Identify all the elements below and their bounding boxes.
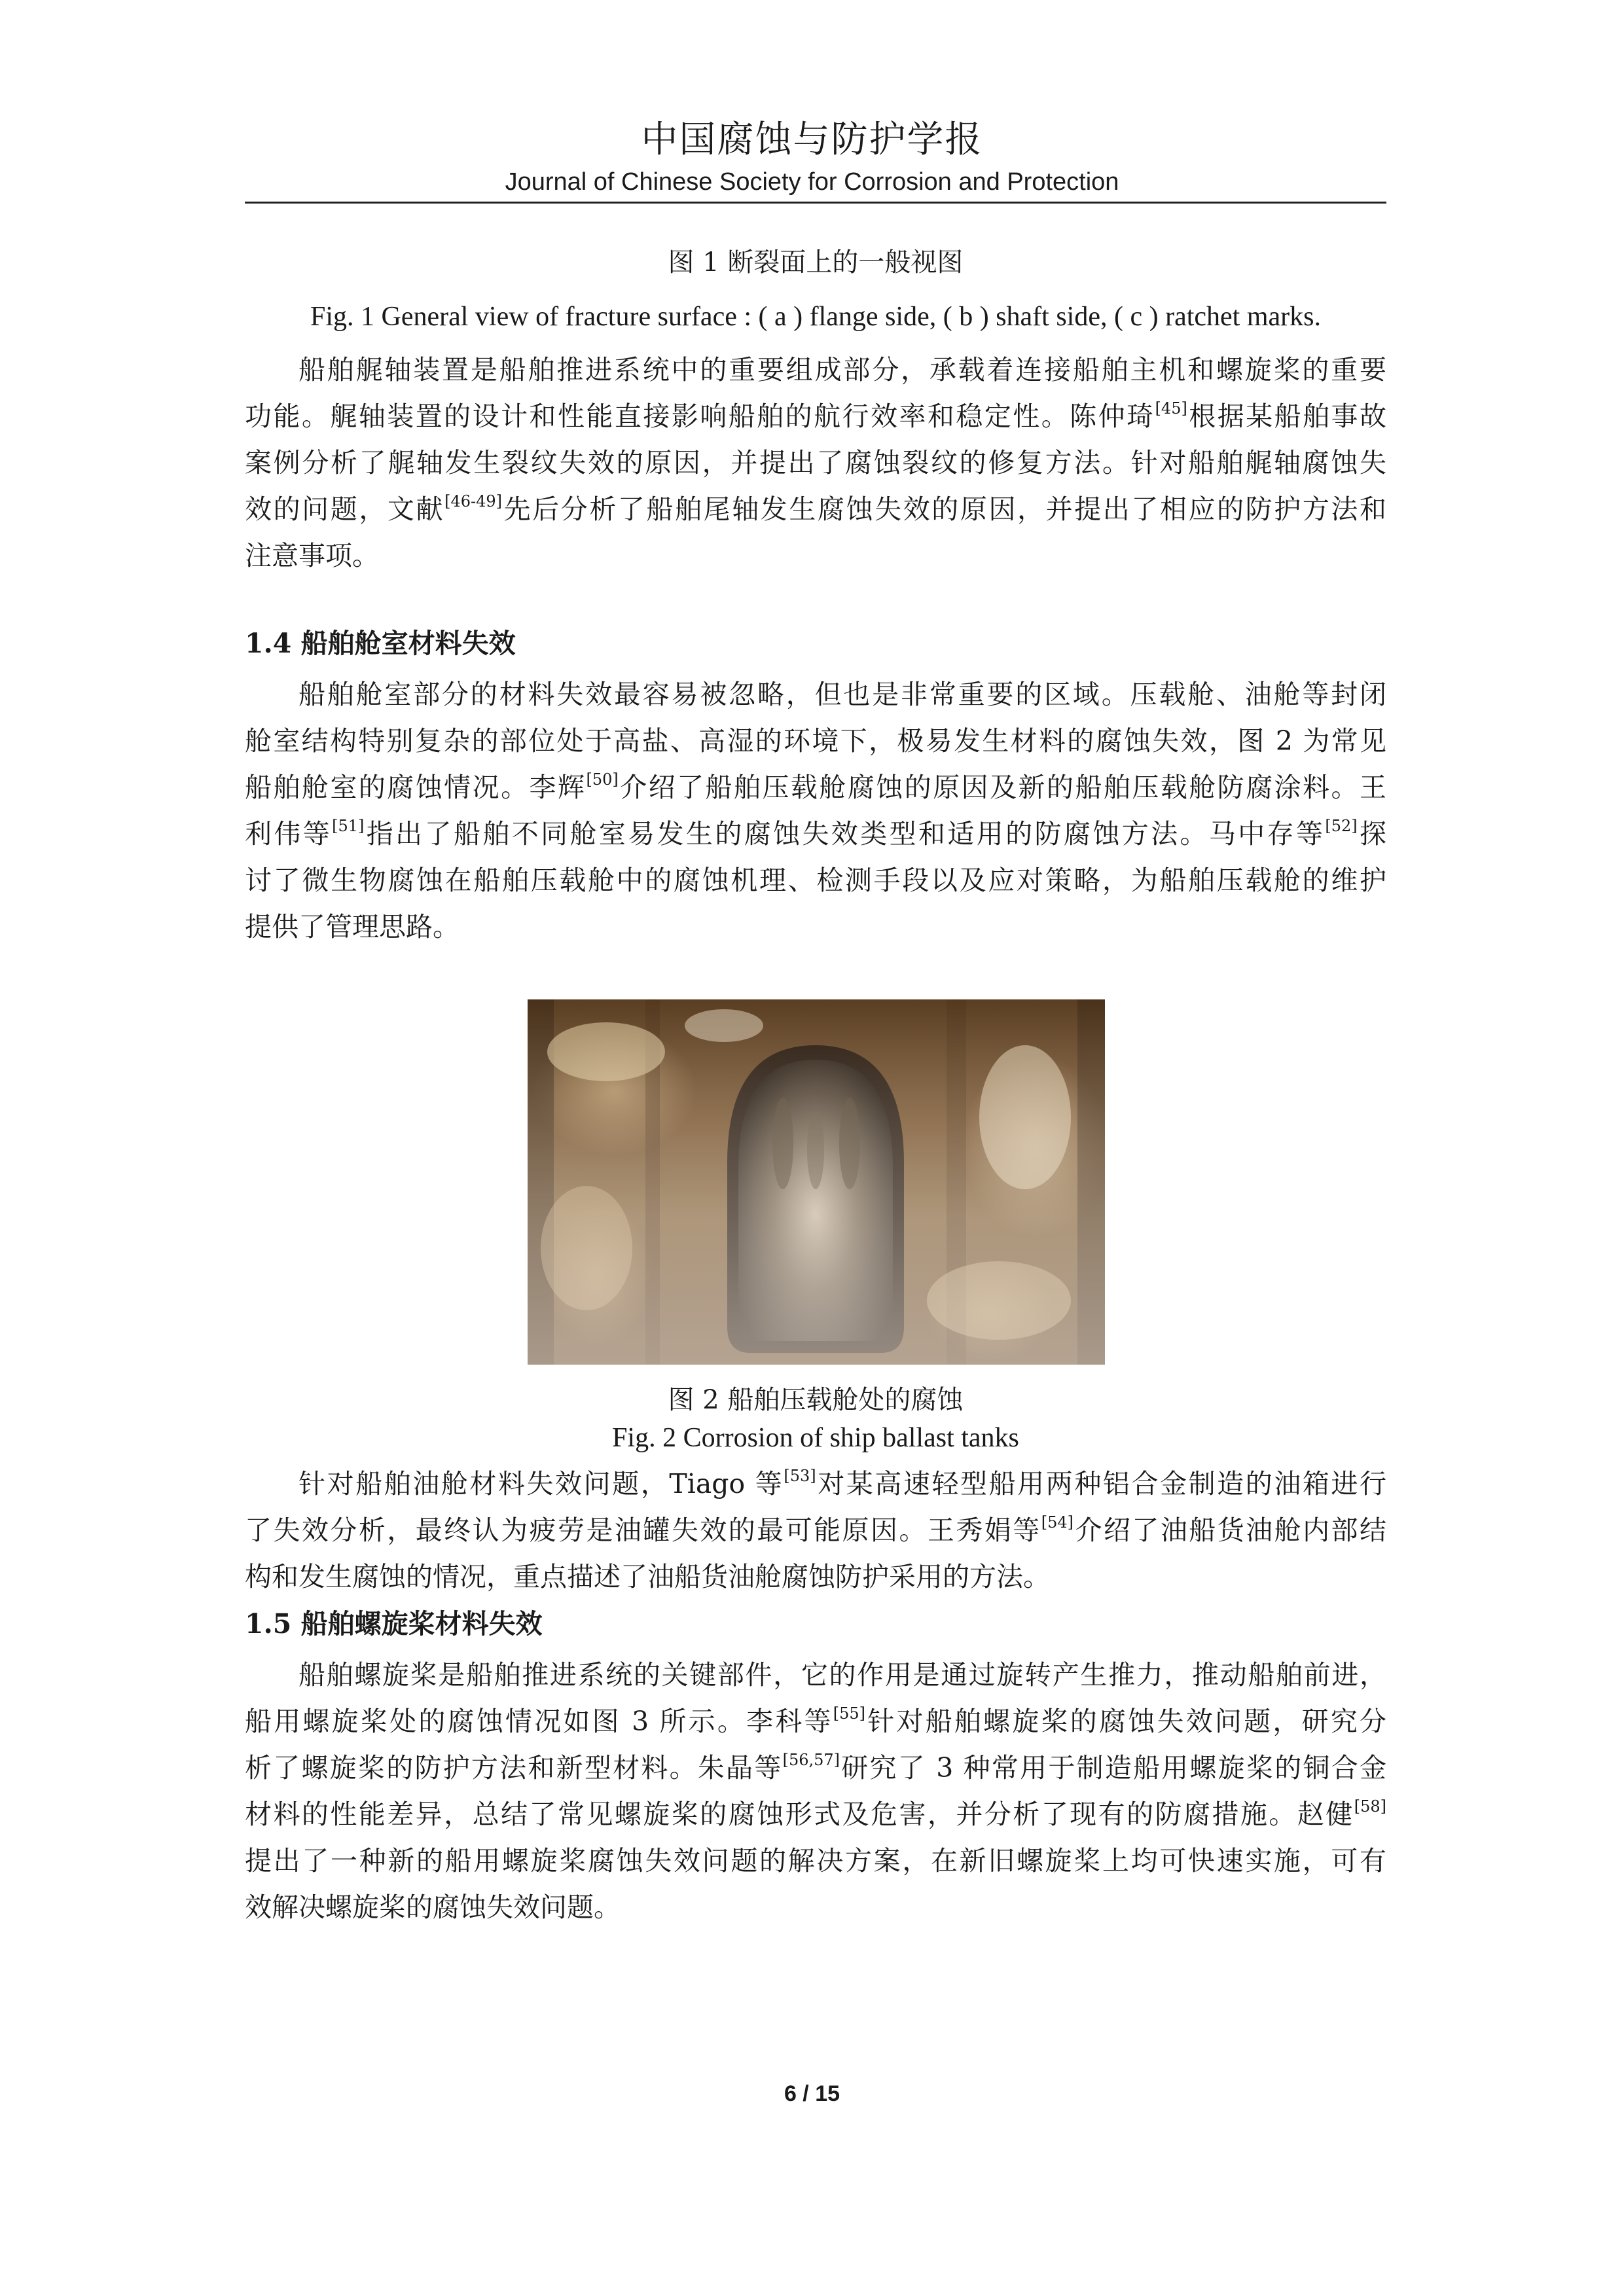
ballast-tank-photo — [528, 999, 1105, 1365]
paragraph-line: 了失效分析，最终认为疲劳是油罐失效的最可能原因。王秀娟等[54]介绍了油船货油舱内部结 — [245, 1513, 1386, 1546]
section-heading-1-5: 1.5 船舶螺旋桨材料失效 — [245, 1608, 543, 1640]
figure-1-caption-cn: 图 1 断裂面上的一般视图 — [668, 247, 964, 278]
paragraph-line: 船用螺旋桨处的腐蚀情况如图 3 所示。李科等[55]针对船舶螺旋桨的腐蚀失效问题，研究分 — [245, 1704, 1386, 1737]
paragraph-line: 利伟等[51]指出了船舶不同舱室易发生的腐蚀失效类型和适用的防腐蚀方法。马中存等[52]探 — [245, 817, 1386, 850]
paragraph-oil-tank — [245, 1461, 1386, 1600]
citation: [52] — [1325, 817, 1358, 835]
figure-2-caption-cn: 图 2 船舶压载舱处的腐蚀 — [668, 1385, 964, 1415]
paragraph-line: 船舶艉轴装置是船舶推进系统中的重要组成部分，承载着连接船舶主机和螺旋桨的重要 — [298, 354, 1386, 386]
paragraph-line: 析了螺旋桨的防护方法和新型材料。朱晶等[56,57]研究了 3 种常用于制造船用螺旋桨的铜合金 — [245, 1751, 1386, 1784]
paragraph-line: 讨了微生物腐蚀在船舶压载舱中的腐蚀机理、检测手段以及应对策略，为船舶压载舱的维护 — [245, 865, 1386, 896]
paragraph-line: 提出了一种新的船用螺旋桨腐蚀失效问题的解决方案，在新旧螺旋桨上均可快速实施，可有 — [245, 1845, 1386, 1876]
paragraph-line: 提供了管理思路。 — [245, 911, 460, 942]
paragraph-stern-shaft — [245, 347, 1386, 579]
citation: [45] — [1155, 399, 1187, 418]
citation: [51] — [332, 817, 365, 835]
paragraph-line: 针对船舶油舱材料失效问题，Tiago 等[53]对某高速轻型船用两种铝合金制造的油箱进行 — [298, 1467, 1386, 1499]
paragraph-line: 船舶舱室部分的材料失效最容易被忽略，但也是非常重要的区域。压载舱、油舱等封闭 — [298, 679, 1386, 710]
paragraph-line: 船舶螺旋桨是船舶推进系统的关键部件，它的作用是通过旋转产生推力，推动船舶前进， — [298, 1659, 1386, 1691]
paragraph-line: 功能。艉轴装置的设计和性能直接影响船舶的航行效率和稳定性。陈仲琦[45]根据某船舶事故 — [245, 399, 1386, 432]
paragraph-propeller — [245, 1652, 1386, 1931]
citation: [58] — [1354, 1797, 1386, 1816]
paragraph-line: 注意事项。 — [245, 540, 379, 571]
journal-title: 中国腐蚀与防护学报 — [641, 118, 983, 161]
journal-subtitle: Journal of Chinese Society for Corrosion and Protection — [505, 168, 1119, 196]
paragraph-line: 案例分析了艉轴发生裂纹失效的原因，并提出了腐蚀裂纹的修复方法。针对船舶艉轴腐蚀失 — [245, 447, 1386, 478]
citation: [46-49] — [444, 492, 502, 511]
page-number: 6 / 15 — [784, 2081, 840, 2106]
paragraph-line: 材料的性能差异，总结了常见螺旋桨的腐蚀形式及危害，并分析了现有的防腐措施。赵健[58] — [245, 1797, 1386, 1830]
paragraph-line: 舱室结构特别复杂的部位处于高盐、高湿的环境下，极易发生材料的腐蚀失效，图 2 为常见 — [245, 725, 1386, 757]
header-divider — [245, 202, 1386, 204]
paragraph-line: 构和发生腐蚀的情况，重点描述了油船货油舱腐蚀防护采用的方法。 — [245, 1561, 1050, 1592]
citation: [54] — [1041, 1513, 1074, 1532]
citation: [56,57] — [782, 1751, 840, 1769]
paragraph-line: 效的问题，文献[46-49]先后分析了船舶尾轴发生腐蚀失效的原因，并提出了相应的防护方法和 — [245, 492, 1386, 525]
figure-2-caption-en: Fig. 2 Corrosion of ship ballast tanks — [612, 1423, 1019, 1453]
section-heading-1-4: 1.4 船舶舱室材料失效 — [245, 628, 516, 659]
paragraph-line: 船舶舱室的腐蚀情况。李辉[50]介绍了船舶压载舱腐蚀的原因及新的船舶压载舱防腐涂料。王 — [245, 770, 1386, 803]
citation: [53] — [784, 1467, 816, 1485]
paragraph-cabin — [245, 672, 1386, 950]
paragraph-line: 效解决螺旋桨的腐蚀失效问题。 — [245, 1892, 621, 1923]
citation: [50] — [586, 770, 619, 789]
citation: [55] — [833, 1704, 866, 1723]
figure-1-caption-en: Fig. 1 General view of fracture surface : ( a ) flange side, ( b ) shaft side, ( c ) ratchet marks. — [310, 302, 1321, 332]
